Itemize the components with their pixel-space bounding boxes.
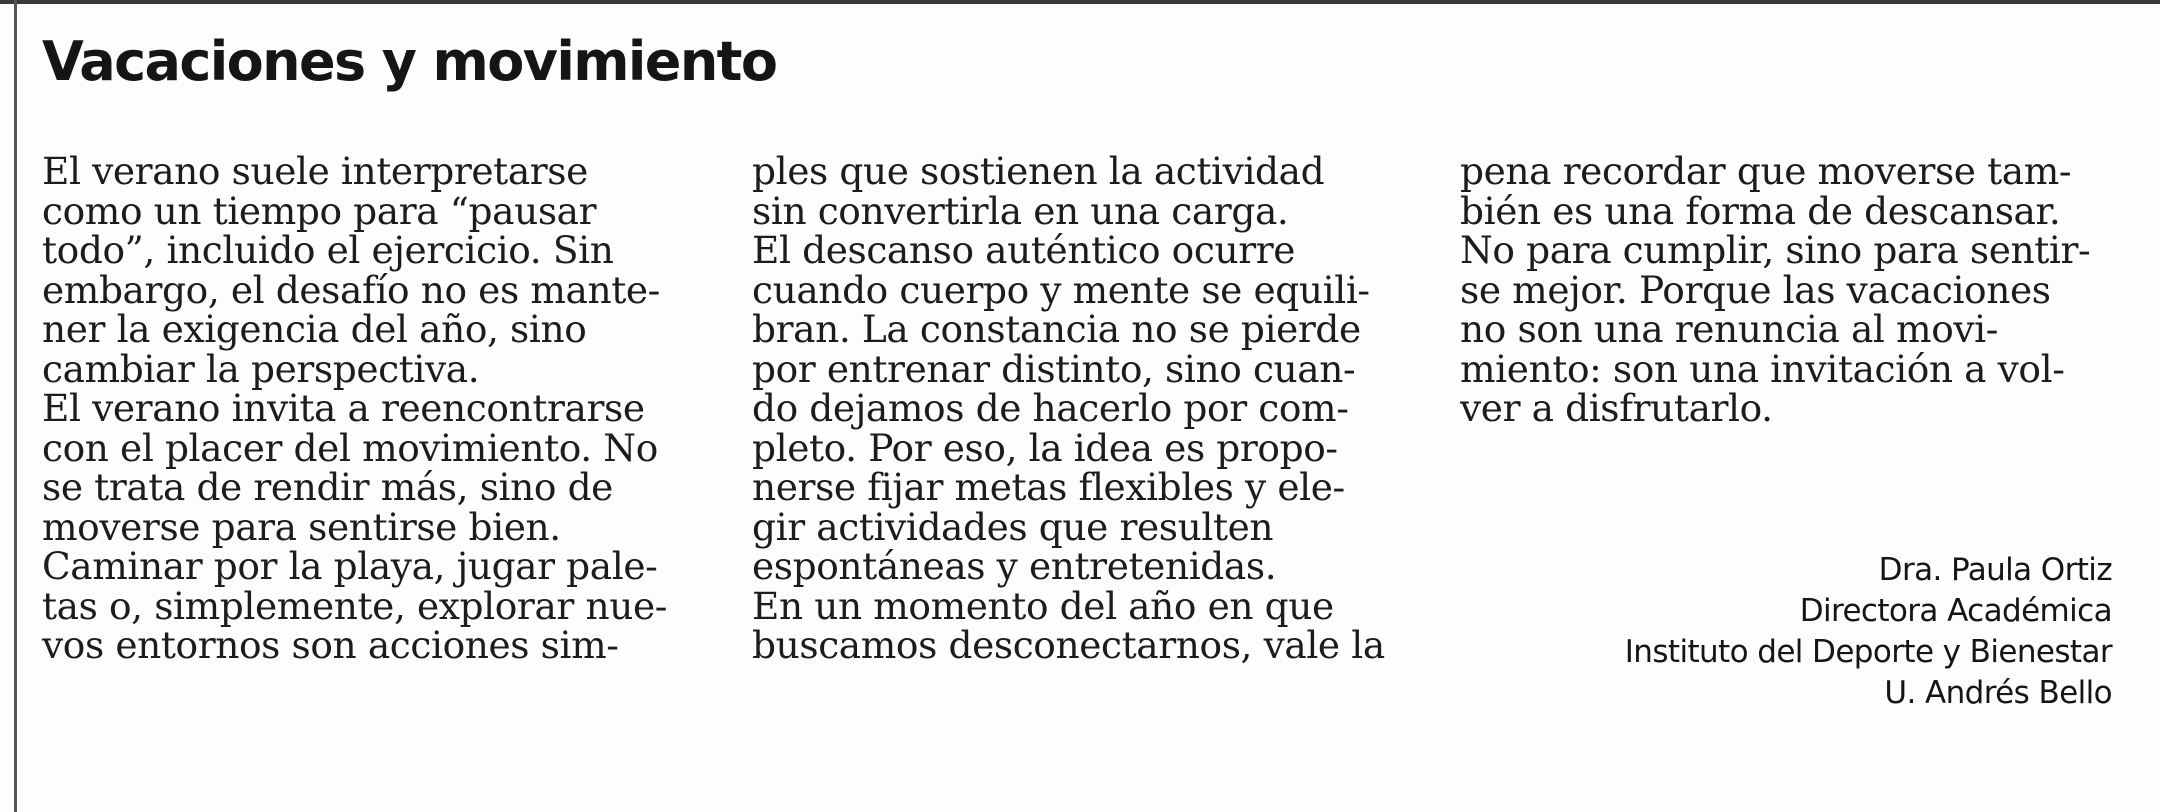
text-line: Caminar por la playa, jugar pale- xyxy=(42,544,658,588)
author-signature xyxy=(1625,550,2112,714)
text-line: con el placer del movimiento. No xyxy=(42,425,658,470)
text-line: por entrenar distinto, sino cuan- xyxy=(752,346,1356,391)
text-line: pena recordar que moverse tam- xyxy=(1460,149,2072,193)
text-line: ples que sostienen la actividad xyxy=(752,149,1325,193)
text-line: todo”, incluido el ejercicio. Sin xyxy=(42,228,614,272)
author-institute: Instituto del Deporte y Bienestar xyxy=(1624,634,2112,670)
text-line: se trata de rendir más, sino de xyxy=(42,465,613,509)
text-line: ner la exigencia del año, sino xyxy=(42,307,587,351)
text-line: bran. La constancia no se pierde xyxy=(752,307,1361,351)
left-border-rule xyxy=(14,0,17,812)
text-line: no son una renuncia al movi- xyxy=(1460,307,1999,351)
text-line: gir actividades que resulten xyxy=(752,504,1274,549)
article-column-1 xyxy=(42,149,668,667)
text-line: se mejor. Porque las vacaciones xyxy=(1460,267,2051,312)
text-line: espontáneas y entretenidas. xyxy=(752,544,1277,588)
text-line: nerse fijar metas flexibles y ele- xyxy=(752,465,1345,509)
text-line: cambiar la perspectiva. xyxy=(42,346,480,391)
article-column-3 xyxy=(1460,149,2091,430)
text-line: moverse para sentirse bien. xyxy=(42,504,561,549)
text-line: bién es una forma de descansar. xyxy=(1460,188,2061,233)
text-line: vos entornos son acciones sim- xyxy=(42,623,619,667)
text-line: No para cumplir, sino para sentir- xyxy=(1460,228,2091,272)
text-line: El descanso auténtico ocurre xyxy=(752,228,1296,272)
article-title: Vacaciones y movimiento xyxy=(42,30,777,93)
text-line: En un momento del año en que xyxy=(752,583,1334,628)
author-university: U. Andrés Bello xyxy=(1884,675,2112,711)
author-name: Dra. Paula Ortiz xyxy=(1878,552,2112,588)
text-line: tas o, simplemente, explorar nue- xyxy=(42,583,668,628)
text-line: miento: son una invitación a vol- xyxy=(1460,346,2065,391)
text-line: como un tiempo para “pausar xyxy=(42,188,597,233)
text-line: embargo, el desafío no es mante- xyxy=(42,267,660,312)
text-line: El verano invita a reencontrarse xyxy=(42,386,645,430)
text-line: pleto. Por eso, la idea es propo- xyxy=(752,425,1338,470)
text-line: do dejamos de hacerlo por com- xyxy=(752,386,1349,430)
text-line: sin convertirla en una carga. xyxy=(752,188,1289,233)
author-role: Directora Académica xyxy=(1799,593,2112,629)
article-column-2 xyxy=(752,149,1385,667)
text-line: cuando cuerpo y mente se equili- xyxy=(752,267,1370,312)
text-line: El verano suele interpretarse xyxy=(42,149,588,193)
text-line: ver a disfrutarlo. xyxy=(1460,386,1773,430)
top-border-rule xyxy=(0,0,2160,4)
text-line: buscamos desconectarnos, vale la xyxy=(752,623,1385,667)
